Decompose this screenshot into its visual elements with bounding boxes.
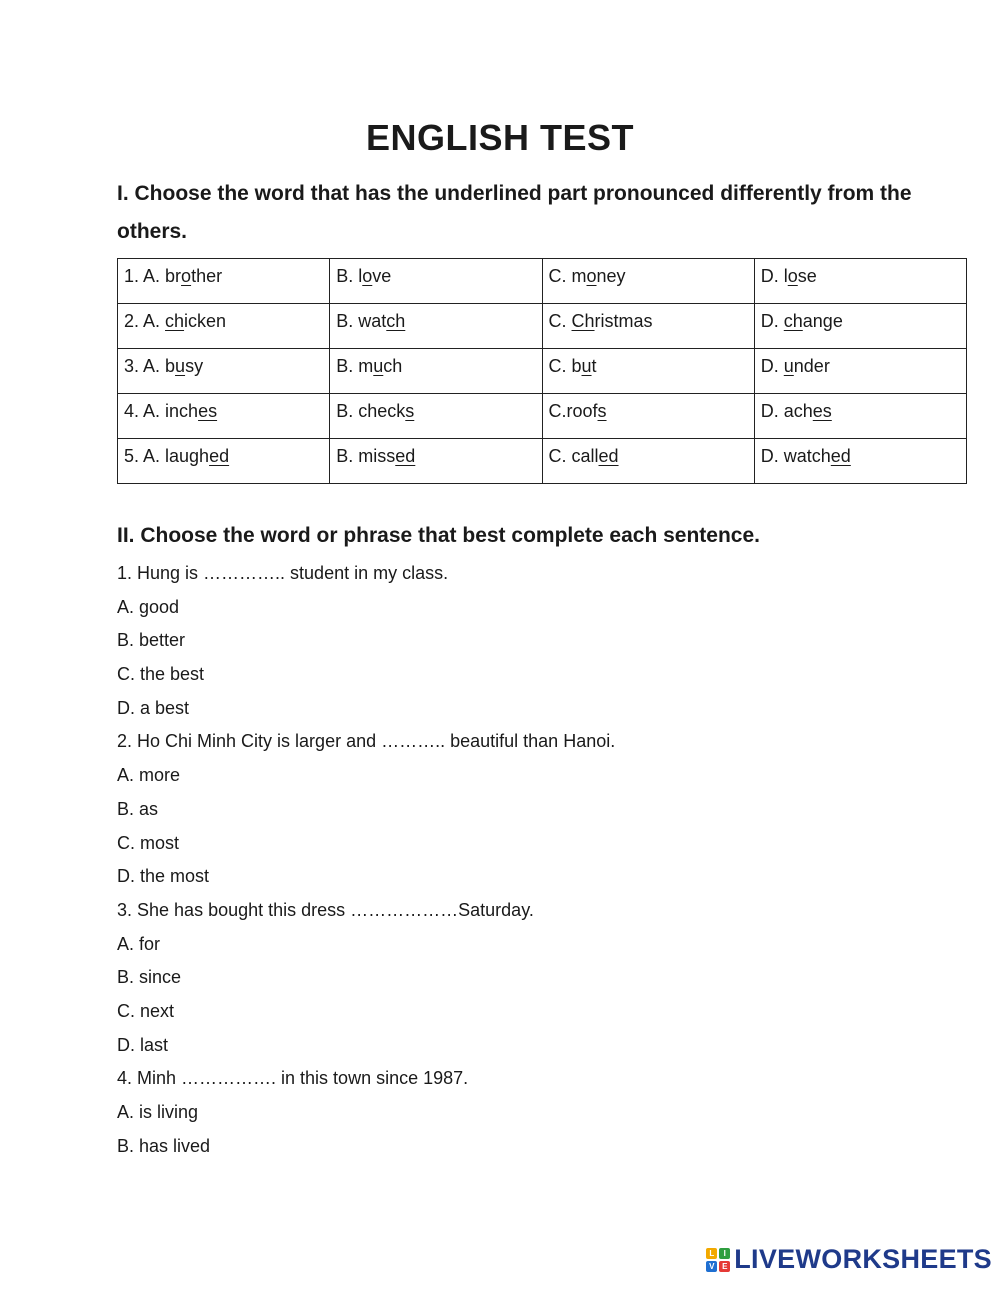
table-row bbox=[118, 439, 967, 484]
underlined-part: s bbox=[597, 401, 607, 421]
logo-text: LIVEWORKSHEETS bbox=[734, 1244, 992, 1274]
cell-text: icken bbox=[184, 311, 227, 331]
logo-cubes-icon bbox=[706, 1248, 730, 1272]
cell-text: ch bbox=[383, 356, 403, 376]
answer-option: B. has lived bbox=[117, 1135, 211, 1156]
cell-text: 5. A. laugh bbox=[124, 446, 210, 466]
table-cell bbox=[542, 394, 754, 439]
cell-text: C. bbox=[548, 311, 572, 331]
table-cell bbox=[118, 439, 330, 484]
table-row bbox=[118, 259, 967, 304]
cell-text: ve bbox=[372, 266, 392, 286]
underlined-part: s bbox=[405, 401, 415, 421]
underlined-part: ed bbox=[209, 446, 230, 466]
answer-option: A. for bbox=[117, 933, 161, 954]
cell-text: 3. A. b bbox=[124, 356, 176, 376]
logo-cube: L bbox=[706, 1248, 717, 1259]
underlined-part: ch bbox=[783, 311, 803, 331]
underlined-part: ed bbox=[598, 446, 619, 466]
table-cell bbox=[330, 349, 542, 394]
question: 2. Ho Chi Minh City is larger and ……….. beautiful than Hanoi. bbox=[117, 731, 616, 752]
cell-text: B. wat bbox=[336, 311, 387, 331]
underlined-part: Ch bbox=[571, 311, 595, 331]
underlined-part: es bbox=[812, 401, 832, 421]
cell-text: 1. A. br bbox=[124, 266, 182, 286]
table-cell bbox=[118, 304, 330, 349]
underlined-part: o bbox=[181, 266, 192, 286]
underlined-part: es bbox=[198, 401, 218, 421]
cell-text: D. bbox=[760, 356, 784, 376]
multiple-choice-list bbox=[117, 557, 615, 1163]
page-title: ENGLISH TEST bbox=[365, 117, 635, 158]
logo-cube: E bbox=[719, 1261, 730, 1272]
underlined-part: u bbox=[175, 356, 186, 376]
underlined-part: o bbox=[586, 266, 597, 286]
liveworksheets-logo bbox=[706, 1244, 992, 1275]
answer-option: B. since bbox=[117, 967, 182, 988]
underlined-part: o bbox=[362, 266, 373, 286]
answer-option: D. a best bbox=[117, 697, 190, 718]
cell-text: 4. A. inch bbox=[124, 401, 199, 421]
table-cell bbox=[754, 259, 966, 304]
cell-text: ney bbox=[596, 266, 626, 286]
table-row bbox=[118, 304, 967, 349]
answer-option: A. more bbox=[117, 765, 181, 786]
table-row bbox=[118, 349, 967, 394]
logo-cube: V bbox=[706, 1261, 717, 1272]
cell-text: 2. A. bbox=[124, 311, 166, 331]
underlined-part: ch bbox=[165, 311, 185, 331]
question: 3. She has bought this dress ………………Saturday. bbox=[117, 899, 534, 920]
answer-option: D. last bbox=[117, 1034, 169, 1055]
table-cell bbox=[754, 349, 966, 394]
cell-text: ther bbox=[191, 266, 223, 286]
table-row bbox=[118, 394, 967, 439]
answer-option: C. the best bbox=[117, 664, 205, 685]
section-1-heading: I. Choose the word that has the underlined part pronounced differently from the others. bbox=[117, 182, 912, 243]
table-cell bbox=[542, 304, 754, 349]
cell-text: D. ach bbox=[760, 401, 813, 421]
table-cell bbox=[754, 304, 966, 349]
cell-text: D. watch bbox=[760, 446, 831, 466]
cell-text: t bbox=[591, 356, 597, 376]
underlined-part: ed bbox=[830, 446, 851, 466]
underlined-part: u bbox=[581, 356, 592, 376]
table-cell bbox=[542, 439, 754, 484]
table-cell bbox=[118, 349, 330, 394]
answer-option: B. as bbox=[117, 798, 159, 819]
cell-text: sy bbox=[185, 356, 204, 376]
cell-text: D. l bbox=[760, 266, 788, 286]
table-cell bbox=[542, 259, 754, 304]
table-cell bbox=[118, 394, 330, 439]
cell-text: B. miss bbox=[336, 446, 396, 466]
cell-text: se bbox=[797, 266, 817, 286]
underlined-part: o bbox=[787, 266, 798, 286]
cell-text: B. m bbox=[336, 356, 374, 376]
cell-text: B. check bbox=[336, 401, 406, 421]
cell-text: nder bbox=[793, 356, 830, 376]
underlined-part: ch bbox=[386, 311, 406, 331]
table-cell bbox=[118, 259, 330, 304]
answer-option: A. good bbox=[117, 596, 180, 617]
underlined-part: u bbox=[783, 356, 794, 376]
answer-option: B. better bbox=[117, 630, 186, 651]
table-cell bbox=[754, 394, 966, 439]
logo-cube: I bbox=[719, 1248, 730, 1259]
table-cell bbox=[542, 349, 754, 394]
cell-text: C. b bbox=[548, 356, 582, 376]
cell-text: ristmas bbox=[594, 311, 653, 331]
answer-option: A. is living bbox=[117, 1102, 199, 1122]
cell-text: C. m bbox=[548, 266, 587, 286]
question: 1. Hung is ………….. student in my class. bbox=[117, 563, 449, 583]
cell-text: B. l bbox=[336, 266, 363, 286]
table-cell bbox=[330, 439, 542, 484]
answer-option: C. next bbox=[117, 1000, 175, 1021]
answer-option: D. the most bbox=[117, 866, 210, 887]
question: 4. Minh ……………. in this town since 1987. bbox=[117, 1068, 469, 1089]
cell-text: C. call bbox=[548, 446, 599, 466]
underlined-part: u bbox=[373, 356, 384, 376]
underlined-part: ed bbox=[395, 446, 416, 466]
table-cell bbox=[330, 304, 542, 349]
cell-text: ange bbox=[802, 311, 843, 331]
table-cell bbox=[330, 394, 542, 439]
cell-text: C.roof bbox=[548, 401, 598, 421]
cell-text: D. bbox=[760, 311, 784, 331]
table-cell bbox=[754, 439, 966, 484]
answer-option: C. most bbox=[117, 832, 180, 853]
section-2-heading: II. Choose the word or phrase that best complete each sentence. bbox=[117, 524, 760, 547]
table-cell bbox=[330, 259, 542, 304]
pronunciation-table bbox=[117, 258, 967, 484]
